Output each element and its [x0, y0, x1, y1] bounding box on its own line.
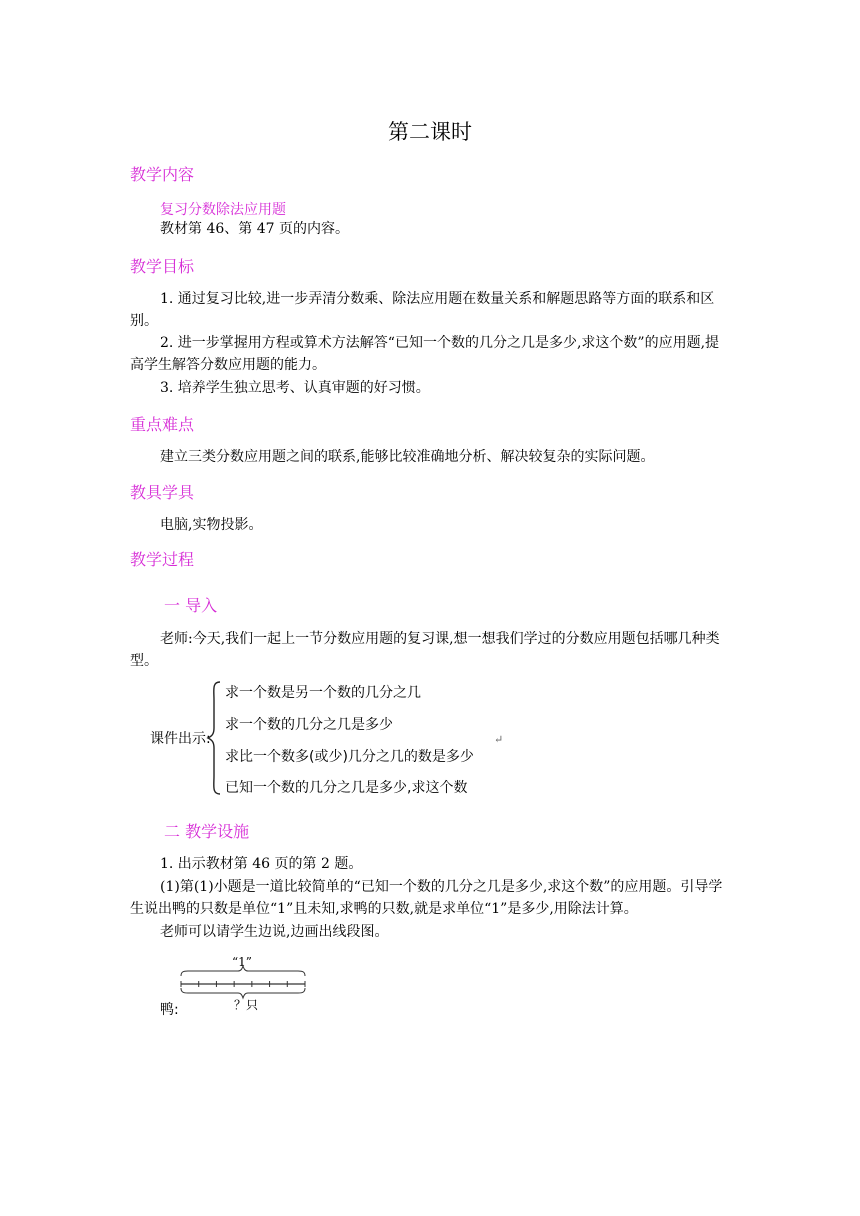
- tools-text: 电脑,实物投影。: [160, 517, 263, 533]
- heading-key-points: 重点难点: [130, 415, 195, 434]
- diagram-bottom-label: ？只: [234, 998, 259, 1012]
- key-points-text: 建立三类分数应用题之间的联系,能够比较准确地分析、解决较复杂的实际问题。: [160, 449, 655, 465]
- courseware-item-4: 已知一个数的几分之几是多少,求这个数: [225, 780, 468, 796]
- section-1-title: 一 导入: [164, 596, 218, 615]
- brace-icon: [206, 680, 222, 796]
- content-subtitle: 复习分数除法应用题: [160, 202, 286, 218]
- section-1-text: 老师:今天,我们一起上一节分数应用题的复习课,想一想我们学过的分数应用题包括哪几种类型。: [130, 631, 720, 669]
- goal-item-3: 3. 培养学生独立思考、认真审题的好习惯。: [160, 380, 430, 396]
- heading-content: 教学内容: [130, 165, 195, 184]
- content-text: 教材第 46、第 47 页的内容。: [160, 221, 349, 237]
- diagram-top-label: “1”: [232, 955, 252, 969]
- heading-tools: 教具学具: [130, 483, 195, 502]
- heading-goals: 教学目标: [130, 257, 195, 276]
- courseware-item-2: 求一个数的几分之几是多少: [225, 717, 393, 733]
- section-2-item-3: 老师可以请学生边说,边画出线段图。: [160, 924, 389, 940]
- courseware-item-3: 求比一个数多(或少)几分之几的数是多少: [225, 749, 474, 765]
- goal-item-2: 2. 进一步掌握用方程或算术方法解答“已知一个数的几分之几是多少,求这个数”的应用题,提高学生解答分数应用题的能力。: [130, 335, 720, 373]
- section-2-item-2: (1)第(1)小题是一道比较简单的“已知一个数的几分之几是多少,求这个数”的应用题。引导学生说出鸭的只数是单位“1”且未知,求鸭的只数,就是求单位“1”是多少,用除法计算。: [130, 879, 723, 917]
- heading-process: 教学过程: [130, 550, 195, 569]
- diagram-row-label: 鸭:: [160, 1002, 179, 1018]
- page-title: 第二课时: [388, 120, 472, 144]
- goal-item-1: 1. 通过复习比较,进一步弄清分数乘、除法应用题在数量关系和解题思路等方面的联系和区别。: [130, 291, 715, 329]
- section-2-item-1: 1. 出示教材第 46 页的第 2 题。: [160, 856, 363, 872]
- courseware-label: 课件出示:: [150, 731, 211, 747]
- courseware-item-1: 求一个数是另一个数的几分之几: [225, 685, 421, 701]
- section-2-title: 二 教学设施: [164, 822, 250, 841]
- return-mark-icon: ↵: [494, 733, 504, 746]
